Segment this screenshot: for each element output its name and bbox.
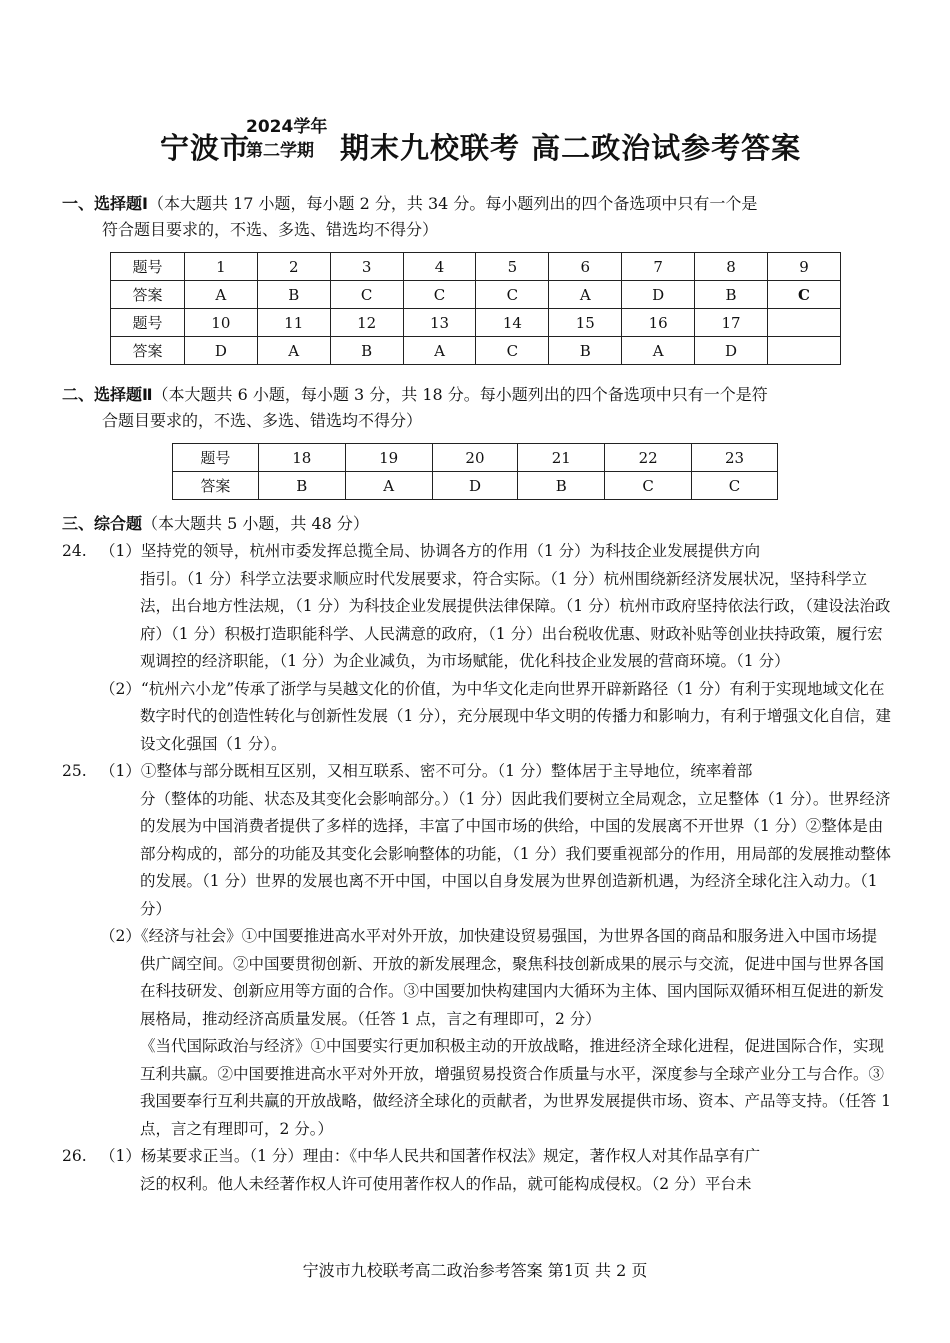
table-cell: 14 — [476, 309, 549, 337]
table-cell: B — [330, 337, 403, 365]
table-row — [111, 281, 841, 309]
table-row — [111, 337, 841, 365]
document-title — [0, 116, 950, 176]
table-cell: C — [768, 281, 841, 309]
table-cell: 答案 — [173, 472, 259, 500]
table-cell: D — [695, 337, 768, 365]
title-city: 宁波市 — [160, 131, 251, 165]
answer-paragraph: 泛的权利。他人未经著作权人许可使用著作权人的作品，就可能构成侵权。（2 分）平台未 — [140, 1174, 752, 1193]
table-cell: B — [257, 281, 330, 309]
question-number: 25. — [62, 762, 87, 780]
section3-body — [62, 538, 892, 1198]
answer-paragraph: （1）杨某要求正当。（1 分）理由：《中华人民共和国著作权法》规定，著作权人对其作品享有广 — [100, 1147, 761, 1165]
table-cell: 13 — [403, 309, 476, 337]
table-cell: A — [345, 472, 432, 500]
table-cell: A — [622, 337, 695, 365]
table-cell: C — [403, 281, 476, 309]
section2-answer-table — [172, 443, 778, 500]
table-cell: 答案 — [111, 337, 185, 365]
section1-desc-line1: （本大题共 17 小题，每小题 2 分，共 34 分。每小题列出的四个备选项中只有一个是 — [147, 194, 758, 213]
table-cell: 题号 — [111, 253, 185, 281]
table-row — [111, 253, 841, 281]
answer-paragraph: 指引。（1 分）科学立法要求顺应时代发展要求，符合实际。（1 分）杭州围绕新经济发展状况，坚持科学立法，出台地方性法规，（1 分）为科技企业发展提供法律保障。（1 分）杭州市政府坚持依法行政，（建设法治政府）（1 分）积极打造职能科学、人民满意的政府，（1 分）出台税收优惠、财政补贴等创业扶持政策，履行宏观调控的经济职能，（1 分）为企业减负，为市场赋能，优化科技企业发展的营商环境。（1 分） — [140, 569, 891, 670]
table-cell: 23 — [692, 444, 778, 472]
table-cell: 11 — [257, 309, 330, 337]
section1-heading-block — [62, 191, 892, 243]
title-term-stack — [246, 116, 327, 162]
section1-desc-line2: 符合题目要求的，不选、多选、错选均不得分） — [102, 220, 439, 239]
question-number: 26. — [62, 1147, 87, 1165]
table-cell — [768, 337, 841, 365]
table-cell: 21 — [518, 444, 605, 472]
answer-paragraph: 分（整体的功能、状态及其变化会影响部分。）（1 分）因此我们要树立全局观念，立足整体（1 分）。世界经济的发展为中国消费者提供了多样的选择，丰富了中国市场的供给，中国的发展离不开世界（1 分）②整体是由部分构成的，部分的功能及其变化会影响整体的功能，（1 分）我们要重视部分的作用，用局部的发展推动整体的发展。（1 分）世界的发展也离不开中国，中国以自身发展为世界创造新机遇，为经济全球化注入动力。（1 分） — [140, 789, 892, 918]
table-cell: D — [432, 472, 518, 500]
section2-desc-line1: （本大题共 6 小题，每小题 3 分，共 18 分。每小题列出的四个备选项中只有一个是符 — [152, 385, 768, 404]
section2-heading-block — [62, 382, 892, 434]
table-cell: B — [549, 337, 622, 365]
table-cell: 9 — [768, 253, 841, 281]
title-year: 2024学年 — [246, 117, 328, 137]
section3-desc: （本大题共 5 小题，共 48 分） — [142, 514, 369, 533]
answer-paragraph: （1）坚持党的领导，杭州市委发挥总揽全局、协调各方的作用（1 分）为科技企业发展提供方向 — [100, 542, 761, 560]
table-row — [111, 309, 841, 337]
table-cell: 19 — [345, 444, 432, 472]
table-cell: C — [605, 472, 692, 500]
answer-paragraph: （2）“杭州六小龙”传承了浙学与吴越文化的价值，为中华文化走向世界开辟新路径（1 分）有利于实现地域文化在数字时代的创造性转化与创新性发展（1 分），充分展现中华文明的传播力和影响力，有利于增强文化自信，建设文化强国（1 分）。 — [100, 679, 892, 753]
answer-paragraph: （1）①整体与部分既相互区别，又相互联系、密不可分。（1 分）整体居于主导地位，统率着部 — [100, 762, 753, 780]
table-row — [173, 444, 778, 472]
table-cell: 3 — [330, 253, 403, 281]
table-cell: 15 — [549, 309, 622, 337]
page-footer: 宁波市九校联考高二政治参考答案 第1页 共 2 页 — [302, 1261, 648, 1280]
table-cell: A — [403, 337, 476, 365]
table-cell: A — [257, 337, 330, 365]
question-number: 24. — [62, 542, 87, 560]
question-26 — [62, 1143, 892, 1198]
section1-heading: 一、选择题Ⅰ — [62, 194, 148, 213]
table-cell: A — [184, 281, 257, 309]
question-25 — [62, 758, 892, 1143]
table-cell: 7 — [622, 253, 695, 281]
table-row — [173, 472, 778, 500]
section3-heading-block — [62, 511, 892, 537]
section2-desc-line2: 合题目要求的，不选、多选、错选均不得分） — [102, 411, 423, 430]
answer-paragraph: 《当代国际政治与经济》①中国要实行更加积极主动的开放战略，推进经济全球化进程，促进国际合作，实现互利共赢。②中国要推进高水平对外开放，增强贸易投资合作质量与水平，深度参与全球产业分工与合作。③我国要奉行互利共赢的开放战略，做经济全球化的贡献者，为世界发展提供市场、资本、产品等支持。（任答 1 点，言之有理即可，2 分。） — [140, 1037, 892, 1138]
table-cell: 20 — [432, 444, 518, 472]
table-cell: B — [695, 281, 768, 309]
table-cell: 2 — [257, 253, 330, 281]
table-cell: 答案 — [111, 281, 185, 309]
table-cell: 4 — [403, 253, 476, 281]
table-cell: C — [692, 472, 778, 500]
table-cell: 18 — [258, 444, 345, 472]
table-cell: B — [258, 472, 345, 500]
table-cell: 16 — [622, 309, 695, 337]
table-cell: B — [518, 472, 605, 500]
table-cell: C — [476, 337, 549, 365]
table-cell — [768, 309, 841, 337]
table-cell: 10 — [184, 309, 257, 337]
table-cell: D — [184, 337, 257, 365]
table-cell: C — [476, 281, 549, 309]
table-cell: 17 — [695, 309, 768, 337]
title-main: 期末九校联考 高二政治试参考答案 — [340, 131, 802, 165]
table-cell: 5 — [476, 253, 549, 281]
table-cell: 8 — [695, 253, 768, 281]
section2-heading: 二、选择题Ⅱ — [62, 385, 153, 404]
table-cell: 题号 — [111, 309, 185, 337]
table-cell: C — [330, 281, 403, 309]
table-cell: 1 — [184, 253, 257, 281]
answer-paragraph: （2）《经济与社会》①中国要推进高水平对外开放，加快建设贸易强国，为世界各国的商品和服务进入中国市场提供广阔空间。②中国要贯彻创新、开放的新发展理念，聚焦科技创新成果的展示与交流，促进中国与世界各国在科技研发、创新应用等方面的合作。③中国要加快构建国内大循环为主体、国内国际双循环相互促进的新发展格局，推动经济高质量发展。（任答 1 点，言之有理即可，2 分） — [100, 927, 885, 1028]
table-cell: 12 — [330, 309, 403, 337]
table-cell: 题号 — [173, 444, 259, 472]
section1-answer-table — [110, 252, 841, 365]
table-cell: 22 — [605, 444, 692, 472]
table-cell: 6 — [549, 253, 622, 281]
table-cell: A — [549, 281, 622, 309]
question-24 — [62, 538, 892, 758]
title-term: 第二学期 — [246, 141, 314, 161]
section3-heading: 三、综合题 — [62, 514, 143, 533]
table-cell: D — [622, 281, 695, 309]
